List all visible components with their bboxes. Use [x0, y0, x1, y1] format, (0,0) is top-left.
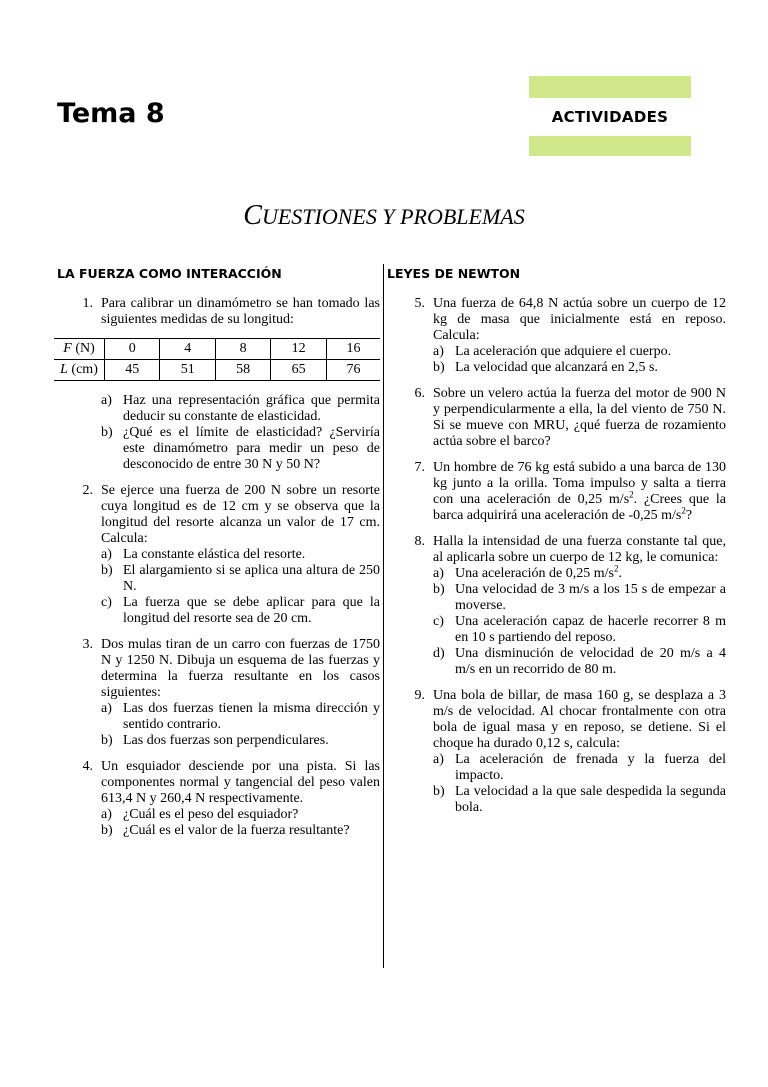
table-cell: 4 — [160, 339, 215, 360]
sub-item: d) Una disminución de velocidad de 20 m/s a 4 m/s en un recorrido de 80 m. — [433, 646, 726, 677]
section-title — [0, 200, 768, 232]
activities-band-bottom — [529, 136, 691, 156]
question-text: Para calibrar un dinamómetro se han tomado las siguientes medidas de su longitud: — [101, 296, 380, 327]
question-1 — [60, 296, 380, 328]
table-cell: 12 — [271, 339, 326, 360]
sub-item: b) La velocidad que alcanzará en 2,5 s. — [433, 360, 658, 375]
question-number: 9. — [414, 688, 425, 703]
activities-label: ACTIVIDADES — [551, 108, 669, 126]
table-row-label: F (N) — [54, 339, 105, 360]
question-number: 3. — [82, 637, 93, 652]
question-number: 5. — [414, 296, 425, 311]
sub-item: a) Haz una representación gráfica que permita deducir su constante de elasticidad. — [101, 393, 380, 424]
table-cell: 58 — [215, 360, 270, 381]
question-number: 8. — [414, 534, 425, 549]
column-divider — [383, 264, 384, 968]
question-1-subitems — [60, 393, 380, 473]
question-number: 1. — [82, 296, 93, 311]
sub-item: b) ¿Cuál es el valor de la fuerza resultante? — [101, 823, 350, 838]
right-column — [392, 296, 726, 826]
left-column — [60, 296, 380, 849]
question-8 — [392, 534, 726, 678]
table-cell: 45 — [105, 360, 160, 381]
left-column-heading: LA FUERZA COMO INTERACCIÓN — [57, 266, 282, 281]
question-2 — [60, 483, 380, 627]
question-number: 2. — [82, 483, 93, 498]
question-text: Dos mulas tiran de un carro con fuerzas de 1750 N y 1250 N. Dibuja un esquema de las fuerzas y determina la fuerza resultante en los casos siguientes: — [101, 637, 380, 700]
question-5 — [392, 296, 726, 376]
sub-item: b) El alargamiento si se aplica una altura de 250 N. — [101, 563, 380, 594]
sub-item: c) La fuerza que se debe aplicar para que la longitud del resorte sea de 20 cm. — [101, 595, 380, 626]
question-number: 7. — [414, 460, 425, 475]
table-cell: 8 — [215, 339, 270, 360]
question-text: Un esquiador desciende por una pista. Si las componentes normal y tangencial del peso valen 613,4 N y 260,4 N respectivamente. — [101, 759, 380, 806]
sub-item: b) La velocidad a la que sale despedida la segunda bola. — [433, 784, 726, 815]
sub-item: a) ¿Cuál es el peso del esquiador? — [101, 807, 299, 822]
question-text: Una bola de billar, de masa 160 g, se desplaza a 3 m/s de velocidad. Al chocar frontalmente con otra bola de igual masa y en reposo, se detiene. Si el choque ha durado 0,12 s, calcula: — [433, 688, 726, 751]
spring-measurements-table — [54, 338, 380, 381]
right-column-heading: LEYES DE NEWTON — [387, 266, 521, 281]
question-9 — [392, 688, 726, 816]
section-title-rest: UESTIONES Y PROBLEMAS — [261, 204, 525, 229]
page-title: Tema 8 — [57, 98, 165, 129]
question-text: Un hombre de 76 kg está subido a una barca de 130 kg junto a la orilla. Toma impulso y salta a tierra con una aceleración de 0,25 $m/s^2$. ¿Crees que la barca adquirirá una aceleración de -0,25 $m/s^2$? — [433, 460, 726, 523]
question-4 — [60, 759, 380, 839]
sub-item: b) Las dos fuerzas son perpendiculares. — [101, 733, 329, 748]
question-text: Halla la intensidad de una fuerza constante tal que, al aplicarla sobre un cuerpo de 12 kg, le comunica: — [433, 534, 726, 565]
table-cell: 0 — [105, 339, 160, 360]
table-cell: 76 — [326, 360, 380, 381]
question-3 — [60, 637, 380, 749]
sub-item: a) La aceleración que adquiere el cuerpo. — [433, 344, 672, 359]
question-6 — [392, 386, 726, 450]
table-row-force — [54, 339, 380, 360]
sub-item: a) La constante elástica del resorte. — [101, 547, 306, 562]
question-number: 6. — [414, 386, 425, 401]
question-text: Una fuerza de 64,8 N actúa sobre un cuerpo de 12 kg de masa que inicialmente está en reposo. Calcula: — [433, 296, 726, 343]
sub-item: b) ¿Qué es el límite de elasticidad? ¿Serviría este dinamómetro para medir un peso de desconocido de entre 30 N y 50 N? — [101, 425, 380, 472]
table-cell: 65 — [271, 360, 326, 381]
question-text: Se ejerce una fuerza de 200 N sobre un resorte cuya longitud es de 12 cm y se observa que la longitud del resorte alcanza un valor de 17 cm. Calcula: — [101, 483, 380, 546]
table-cell: 16 — [326, 339, 380, 360]
question-text: Sobre un velero actúa la fuerza del motor de 900 N y perpendicularmente a ella, la del viento de 750 N. Si se mueve con MRU, ¿qué fuerza de rozamiento actúa sobre el barco? — [433, 386, 726, 449]
table-cell: 51 — [160, 360, 215, 381]
sub-item: b) Una velocidad de 3 m/s a los 15 s de empezar a moverse. — [433, 582, 726, 613]
table-row-label: L (cm) — [54, 360, 105, 381]
activities-band-top — [529, 76, 691, 98]
question-7 — [392, 460, 726, 524]
sub-item: c) Una aceleración capaz de hacerle recorrer 8 m en 10 s partiendo del reposo. — [433, 614, 726, 645]
table-row-length — [54, 360, 380, 381]
sub-item: a) Una aceleración de 0,25 $m/s^2$. — [433, 563, 622, 581]
sub-item: a) La aceleración de frenada y la fuerza del impacto. — [433, 752, 726, 783]
question-number: 4. — [82, 759, 93, 774]
section-title-initial: C — [243, 200, 262, 231]
sub-item: a) Las dos fuerzas tienen la misma dirección y sentido contrario. — [101, 701, 380, 732]
